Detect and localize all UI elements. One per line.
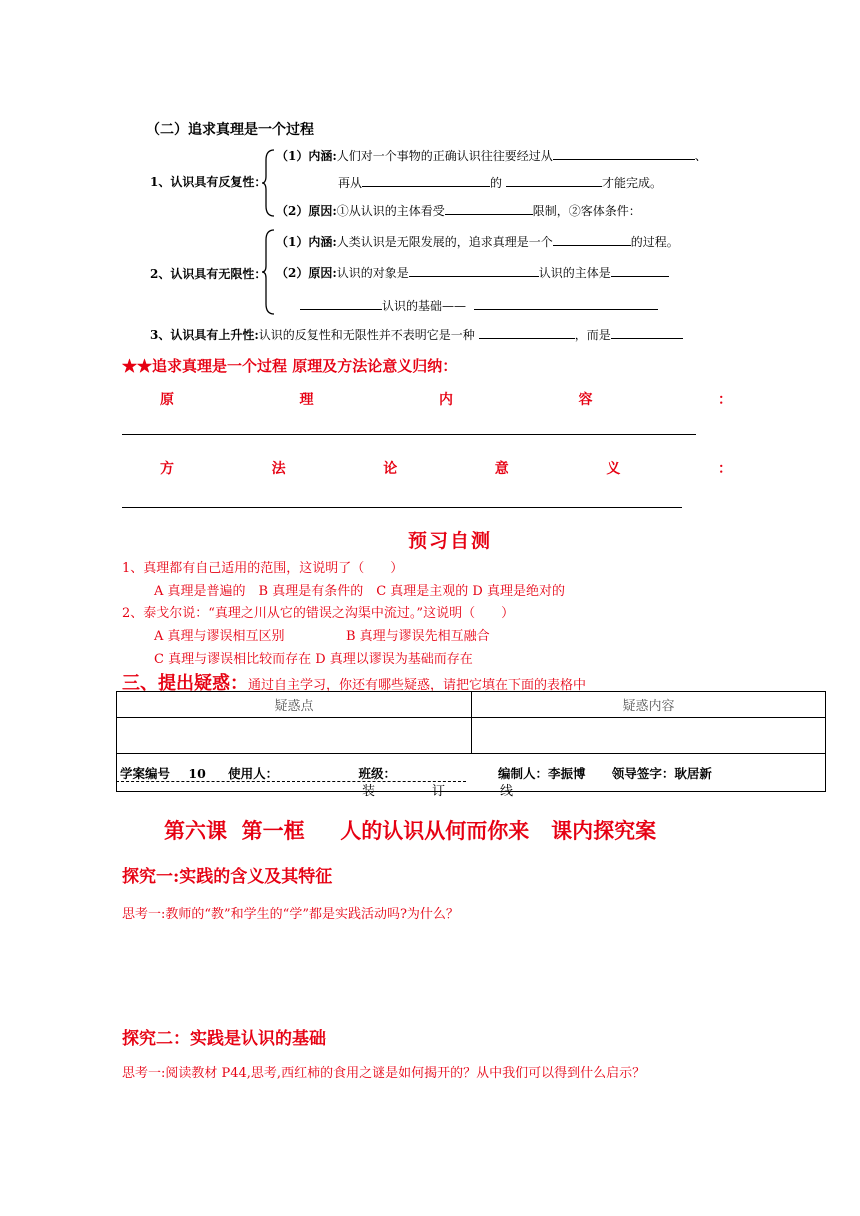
item1-line1-end: 、 [694,149,707,163]
footer-author-line [498,764,712,782]
doubts-intro: 通过自主学习，你还有哪些疑惑，请把它填在下面的表格中 [248,678,587,693]
binding-dashed-line [116,781,466,782]
user-label: 使用人： [228,766,279,781]
blank[interactable] [553,233,631,246]
blank[interactable] [479,326,575,339]
summary-row2 [160,458,732,478]
explore2-question: 思考一:阅读教材 P44,思考,西红柿的食用之谜是如何揭开的？从中我们可以得到什么启示？ [122,1066,646,1081]
blank[interactable] [300,297,382,310]
preview-q1-options: A 真理是普遍的 B 真理是有条件的 C 真理是主观的 D 真理是绝对的 [154,584,565,599]
summary-row2-char: 论 [383,461,398,477]
summary-row1-char: 容 [578,392,593,408]
summary-row1-char: 内 [439,392,453,408]
plan-no-label: 学案编号 [120,766,171,781]
item3-title: 3、认识具有上升性: [150,328,259,342]
blank[interactable] [506,174,602,187]
doubts-cell-point[interactable] [117,718,472,754]
summary-row1-blank[interactable] [122,434,696,435]
explore1-question: 思考一:教师的“教”和学生的“学”都是实践活动吗?为什么？ [122,907,459,922]
summary-heading: ★★追求真理是一个过程 原理及方法论意义归纳： [122,357,458,375]
footer-author: 编制人：李振博 [498,766,586,781]
blank[interactable] [409,264,539,277]
summary-row1-char: 理 [299,392,314,408]
binding-char-2: 订 [432,784,446,799]
item2-line3 [300,297,658,314]
item2-title: 2、认识具有无限性： [150,267,267,281]
preview-q2-option-cd: C 真理与谬误相比较而存在 D 真理以谬误为基础而存在 [154,652,473,667]
item2-line2-text: 认识的对象是 [336,266,409,280]
item2-line1 [276,233,679,250]
item1-line1-text: 人们对一个事物的正确认识往往要经过从 [336,149,553,163]
item2-line1-text: 人类认识是无限发展的，追求真理是一个 [336,235,553,249]
summary-row2-char: ： [717,461,732,477]
summary-row2-char: 法 [271,461,286,477]
preview-q2-option-a: A 真理与谬误相互区别 [154,629,285,644]
preview-q2-option-b: B 真理与谬误先相互融合 [346,629,490,644]
item1-line2 [338,174,662,191]
summary-row1-char: ： [718,392,732,408]
doubts-cell-content[interactable] [472,718,826,754]
item1-line2-end: 才能完成。 [602,176,663,190]
blank[interactable] [474,297,658,310]
summary-row1 [160,389,732,409]
item1-line1-tag: （1）内涵: [276,149,337,163]
plan-no: 10 [188,766,206,781]
blank[interactable] [362,174,490,187]
item3-text: 认识的反复性和无限性并不表明它是一种 [258,328,475,342]
doubts-heading: 三、提出疑惑： [122,673,248,694]
item1-line3-end: 限制，②客体条件： [532,204,641,218]
summary-row2-char: 方 [160,461,174,477]
summary-row2-char: 义 [606,461,621,477]
blank[interactable] [445,202,533,215]
section-heading: （二）追求真理是一个过程 [146,122,314,138]
item1-line3 [276,202,641,219]
item2-line1-tag: （1）内涵: [276,235,337,249]
item3-line [150,326,683,343]
blank[interactable] [611,264,669,277]
lesson-title: 第六课 第一框 人的认识从何而你来 课内探究案 [164,818,657,843]
footer-leader: 领导签字：耿居新 [611,766,712,781]
preview-q2: 2、泰戈尔说：“真理之川从它的错误之沟渠中流过。”这说明（ ） [122,606,515,621]
item2-line2-tag: （2）原因: [276,266,337,280]
doubts-col1-header: 疑惑点 [117,692,472,718]
binding-char-3: 线 [500,784,514,799]
item2-line3-mid: 认识的基础—— [382,299,467,313]
item1-line3-tag: （2）原因: [276,204,337,218]
class-label: 班级： [358,766,397,781]
binding-char-1: 装 [362,784,376,799]
item3-mid: ，而是 [574,328,611,342]
preview-q1: 1、真理都有自己适用的范围，这说明了（ ） [122,561,404,576]
doubts-col2-header: 疑惑内容 [472,692,826,718]
item1-line1 [276,147,707,164]
explore2-heading: 探究二：实践是认识的基础 [122,1029,326,1049]
item2-line2 [276,264,669,281]
preview-title: 预习自测 [408,530,493,552]
summary-row2-char: 意 [494,461,509,477]
explore1-heading: 探究一:实践的含义及其特征 [122,867,333,887]
blank[interactable] [611,326,683,339]
footer-info [120,764,396,782]
item1-line2-mid: 的 [490,176,503,190]
item2-line1-end: 的过程。 [630,235,679,249]
item2-line2-mid: 认识的主体是 [538,266,611,280]
item1-line2-start: 再从 [338,176,363,190]
item1-line3-text: ①从认识的主体看受 [336,204,445,218]
blank[interactable] [553,147,695,160]
summary-row1-char: 原 [160,392,174,408]
item1-title: 1、认识具有反复性： [150,175,267,189]
summary-row2-blank[interactable] [122,507,682,508]
